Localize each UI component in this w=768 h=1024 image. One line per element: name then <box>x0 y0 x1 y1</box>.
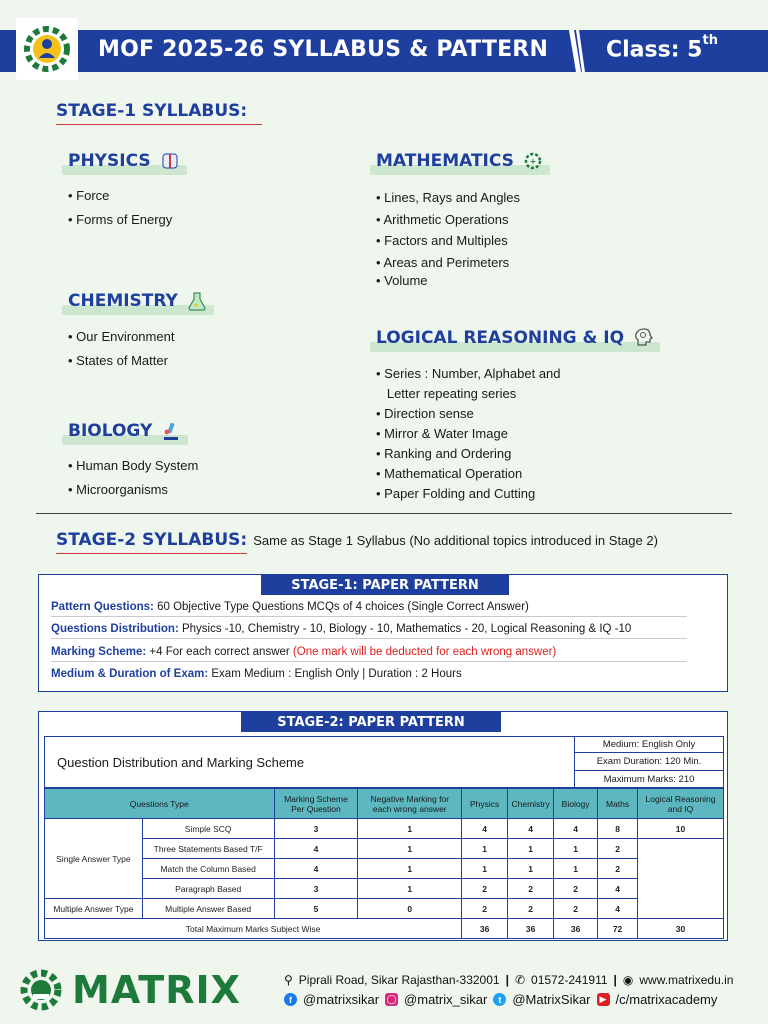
mathematics-list <box>376 187 520 289</box>
microscope-icon <box>160 420 182 442</box>
location-pin-icon: ⚲ <box>284 973 293 987</box>
table-title: Question Distribution and Marking Scheme <box>44 736 574 788</box>
contact-line: ⚲ Piprali Road, Sikar Rajasthan-332001 | ✆ 01572-241911 | ◉ www.matrixedu.in <box>284 973 734 987</box>
instagram-handle[interactable]: @matrix_sikar <box>404 992 488 1007</box>
cell: 4 <box>274 839 358 859</box>
logical-reasoning-heading: LOGICAL REASONING & IQ <box>376 327 654 349</box>
table-row <box>45 899 724 919</box>
col-chemistry: Chemistry <box>508 789 554 819</box>
cell: 4 <box>274 859 358 879</box>
section-divider <box>36 513 732 514</box>
cell: 1 <box>554 839 598 859</box>
cell: 4 <box>598 879 638 899</box>
class-label: Class: 5th <box>606 33 718 63</box>
list-item: • Volume <box>376 273 520 289</box>
col-biology: Biology <box>554 789 598 819</box>
gear-logo-icon <box>20 22 74 76</box>
list-item: • Mirror & Water Image <box>376 424 561 444</box>
matrix-logo <box>16 968 241 1012</box>
list-item: • Human Body System <box>68 454 198 478</box>
biology-heading: BIOLOGY <box>68 420 182 442</box>
twitter-icon: t <box>493 993 506 1006</box>
cell: 4 <box>554 819 598 839</box>
phone-icon: ✆ <box>514 973 526 987</box>
cell: 1 <box>462 839 508 859</box>
cell: 2 <box>508 899 554 919</box>
twitter-handle[interactable]: @MatrixSikar <box>512 992 591 1007</box>
cell: 3 <box>274 819 358 839</box>
stage2-text: Same as Stage 1 Syllabus (No additional topics introduced in Stage 2) <box>253 533 658 548</box>
logical-reasoning-list <box>376 364 561 504</box>
mathematics-heading: MATHEMATICS + <box>376 150 544 172</box>
cell: 1 <box>358 839 462 859</box>
list-item: • Force <box>68 184 172 208</box>
info-max-marks: Maximum Marks: 210 <box>574 771 724 788</box>
list-item: Letter repeating series <box>386 386 517 401</box>
chemistry-heading: CHEMISTRY <box>68 290 208 312</box>
divider-slash <box>565 30 585 72</box>
list-item: • Forms of Energy <box>68 208 172 232</box>
pattern-row: Medium & Duration of Exam: Exam Medium : English Only | Duration : 2 Hours <box>51 668 462 680</box>
list-item: • Areas and Perimeters <box>376 252 520 273</box>
list-item: • Factors and Multiples <box>376 230 520 252</box>
magnet-icon <box>159 150 181 172</box>
pattern-row: Questions Distribution: Physics -10, Chemistry - 10, Biology - 10, Mathematics - 20, Logical Reasoning & IQ -10 <box>51 623 687 639</box>
stage2-pattern-title: STAGE-2: PAPER PATTERN <box>241 712 501 732</box>
list-item: • Series : Number, Alphabet and <box>376 364 561 384</box>
cell: 2 <box>598 839 638 859</box>
social-line <box>284 992 717 1007</box>
cell: 30 <box>638 919 724 939</box>
cell: 36 <box>508 919 554 939</box>
group-single-answer: Single Answer Type <box>45 819 143 899</box>
table-row <box>45 839 724 859</box>
list-item: • States of Matter <box>68 349 174 373</box>
table-row <box>45 879 724 899</box>
info-medium: Medium: English Only <box>574 736 724 753</box>
cell: 36 <box>554 919 598 939</box>
cell: 0 <box>358 899 462 919</box>
question-type: Three Statements Based T/F <box>142 839 274 859</box>
exam-info <box>574 736 724 788</box>
total-label: Total Maximum Marks Subject Wise <box>45 919 462 939</box>
facebook-icon: f <box>284 993 297 1006</box>
address: Piprali Road, Sikar Rajasthan-332001 <box>298 973 500 987</box>
table-row <box>45 859 724 879</box>
info-duration: Exam Duration: 120 Min. <box>574 753 724 771</box>
cell: 2 <box>598 859 638 879</box>
list-item: • Arithmetic Operations <box>376 209 520 230</box>
flask-icon <box>186 290 208 312</box>
list-item: • Direction sense <box>376 404 561 424</box>
col-maths: Maths <box>598 789 638 819</box>
cell: 1 <box>508 839 554 859</box>
group-multiple-answer: Multiple Answer Type <box>45 899 143 919</box>
table-header-row <box>45 789 724 819</box>
biology-list <box>68 454 198 502</box>
page-title: MOF 2025-26 SYLLABUS & PATTERN <box>98 37 549 62</box>
question-type: Multiple Answer Based <box>142 899 274 919</box>
brain-head-icon <box>632 327 654 349</box>
cell: 2 <box>554 879 598 899</box>
cell: 72 <box>598 919 638 939</box>
question-type: Paragraph Based <box>142 879 274 899</box>
list-item: • Ranking and Ordering <box>376 444 561 464</box>
cell: 1 <box>462 859 508 879</box>
col-marking-scheme: Marking Scheme Per Question <box>274 789 358 819</box>
cell: 1 <box>554 859 598 879</box>
matrix-gear-icon <box>16 968 66 1012</box>
facebook-handle[interactable]: @matrixsikar <box>303 992 380 1007</box>
globe-icon: ◉ <box>622 973 634 987</box>
stage2-heading: STAGE-2 SYLLABUS: <box>56 530 247 554</box>
stage1-heading: STAGE-1 SYLLABUS: <box>56 101 262 125</box>
table-row <box>45 819 724 839</box>
cell: 36 <box>462 919 508 939</box>
col-logical-reasoning: Logical Reasoning and IQ <box>638 789 724 819</box>
cell: 1 <box>508 859 554 879</box>
cell: 2 <box>508 879 554 899</box>
physics-list <box>68 184 172 232</box>
pattern-row: Pattern Questions: 60 Objective Type Questions MCQs of 4 choices (Single Correct Answer) <box>51 601 687 617</box>
question-type: Simple SCQ <box>142 819 274 839</box>
website-link[interactable]: www.matrixedu.in <box>639 973 734 987</box>
cell-empty <box>638 839 724 919</box>
cell: 4 <box>508 819 554 839</box>
mof-logo <box>16 18 78 80</box>
list-item: • Our Environment <box>68 325 174 349</box>
pattern-row: Marking Scheme: +4 For each correct answer (One mark will be deducted for each wrong answer) <box>51 646 687 662</box>
list-item: • Lines, Rays and Angles <box>376 187 520 209</box>
question-type: Match the Column Based <box>142 859 274 879</box>
col-questions-type: Questions Type <box>45 789 275 819</box>
list-item: • Mathematical Operation <box>376 464 561 484</box>
cell: 4 <box>462 819 508 839</box>
stage2-section <box>56 530 658 554</box>
cell: 2 <box>462 899 508 919</box>
cell: 10 <box>638 819 724 839</box>
svg-text:+: + <box>529 157 537 166</box>
cell: 4 <box>598 899 638 919</box>
youtube-icon: ▶ <box>597 993 610 1006</box>
brand-name: MATRIX <box>72 968 241 1012</box>
cell: 1 <box>358 859 462 879</box>
youtube-channel[interactable]: /c/matrixacademy <box>615 992 718 1007</box>
stage1-pattern-title: STAGE-1: PAPER PATTERN <box>261 575 509 595</box>
col-negative-marking: Negative Marking for each wrong answer <box>358 789 462 819</box>
cell: 2 <box>554 899 598 919</box>
cell: 1 <box>358 879 462 899</box>
cell: 2 <box>462 879 508 899</box>
chemistry-list <box>68 325 174 373</box>
cell: 5 <box>274 899 358 919</box>
physics-heading: PHYSICS <box>68 150 181 172</box>
instagram-icon: ◯ <box>386 994 397 1004</box>
stage1-pattern-box <box>38 574 728 692</box>
col-physics: Physics <box>462 789 508 819</box>
list-item: • Paper Folding and Cutting <box>376 484 561 504</box>
phone: 01572-241911 <box>531 973 608 987</box>
cell: 3 <box>274 879 358 899</box>
marking-scheme-table <box>44 788 724 939</box>
cell: 1 <box>358 819 462 839</box>
cell: 8 <box>598 819 638 839</box>
list-item: • Microorganisms <box>68 478 198 502</box>
math-gear-icon <box>522 150 544 172</box>
table-total-row <box>45 919 724 939</box>
